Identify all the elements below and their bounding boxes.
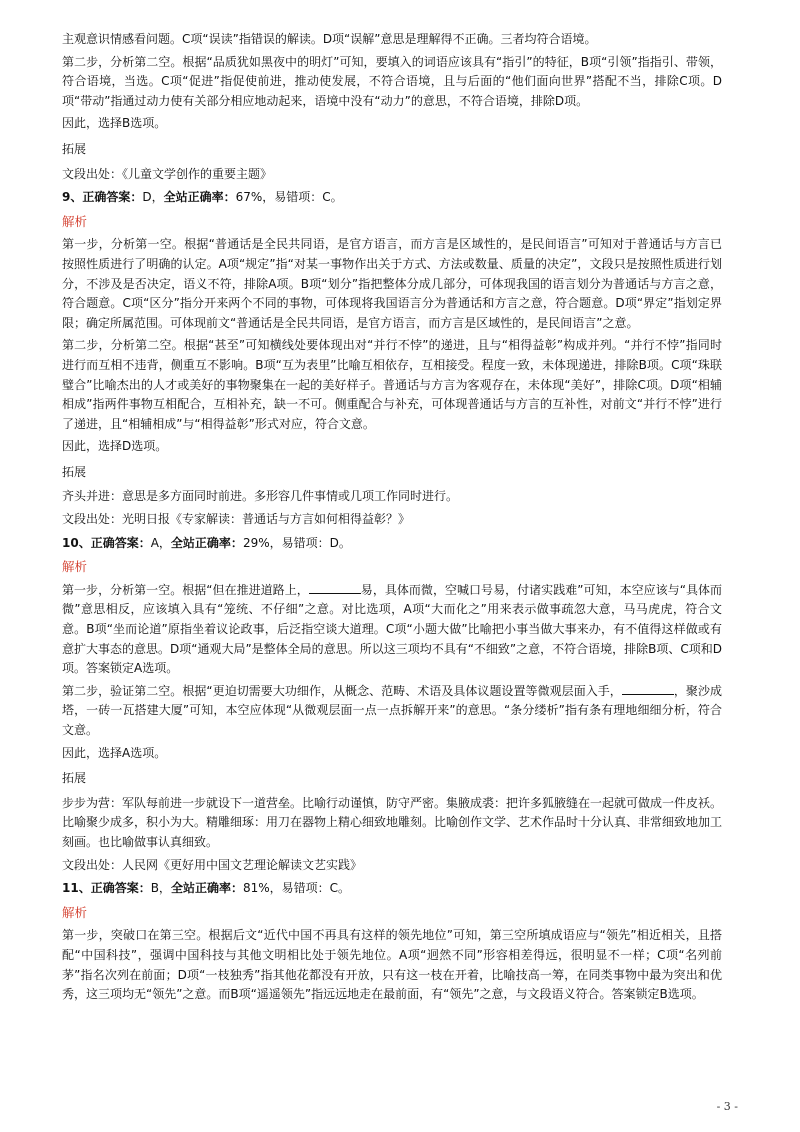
tuozhan-label: 拓展 (62, 464, 87, 479)
question-9-header: 9、正确答案：D，全站正确率：67%，易错项：C。 (62, 190, 343, 205)
source-line: 文段出处：《儿童文学创作的重要主题》 (62, 166, 273, 181)
paragraph: 第一步，分析第一空。根据“普通话是全民共同语，是官方语言，而方言是区域性的，是民间语言”可知对于普通话与方言已按照性质进行了明确的认定。A项“规定”指“对某一事物作出关于方式、方法或数量、质量的决定”，文段只是按照性质进行划分，不涉及是否决定，语义不符，排除A项。B项“划分”指把整体分成几部分，可体现我国的语言划分为普通话与方言之意，符合题意。C项“区分”指分开来两个不同的事物，可体现将我国语言分为普通话和方言之意，符合题意。D项“界定”指划定界限；确定所属范围。可体现前文“普通话是全民共同语，是官方语言，而方言是区域性的，是民间语言”之意。 (62, 237, 722, 330)
extension-line: 齐头并进：意思是多方面同时前进。多形容几件事情或几项工作同时进行。 (62, 489, 459, 504)
paragraph: 第一步，突破口在第三空。根据后文“近代中国不再具有这样的领先地位”可知，第三空所填成语应与“领先”相近相关，且搭配“中国科技”，强调中国科技与其他文明相比处于领先地位。A项“迥然不同”形容相差得远，很明显不一样；C项“名列前茅”指名次列在前面；D项“一枝独秀”指其他花都没有开放，只有这一枝在开着，比喻技高一筹，在同类事物中最为突出和优秀，这三项均无“领先”之意。而B项“遥遥领先”指远远地走在最前面，有“领先”之意，与文段语义符合。答案锁定B选项。 (62, 928, 722, 1002)
question-10-header: 10、正确答案：A，全站正确率：29%，易错项：D。 (62, 535, 351, 550)
source-line: 文段出处：光明日报《专家解读：普通话与方言如何相得益彰？》 (62, 512, 411, 527)
tuozhan-label: 拓展 (62, 771, 87, 786)
paragraph: 第二步，分析第二空。根据“甚至”可知横线处要体现出对“并行不悖”的递进，且与“相得益彰”构成并列。“并行不悖”指同时进行而互相不违背，侧重互不影响。B项“互为表里”比喻互相依存，互相接受。程度一致，未体现递进，排除B项。C项“珠联璧合”比喻杰出的人才或美好的事物聚集在一起的美好样子。普通话与方言为客观存在，未体现“美好”，排除C项。D项“相辅相成”指两件事物互相配合，互相补充，缺一不可。侧重配合与补充，可体现普通话与方言的互补性，对前文“并行不悖”进行了递进，且“相辅相成”与“相得益彰”形式对应，符合文意。 (62, 338, 722, 431)
page-number: - 3 - (716, 1100, 738, 1113)
document-page (62, 30, 722, 1008)
jiexi-label: 解析 (62, 904, 88, 920)
fill-blank (309, 581, 361, 594)
conclusion: 因此，选择A选项。 (62, 745, 167, 760)
paragraph: 第一步，分析第一空。根据“但在推进道路上， 易，具体而微，空喊口号易，付诸实践难”可知，本空应该与“具体而微”意思相反，应该填入具有“笼统、不仔细”之意。对比选项，A项“大而化之”用来表示做事疏忽大意，马马虎虎，符合文意。B项“坐而论道”原指坐着议论政事，后泛指空谈大道理。C项“小题大做”比喻把小事当做大事来办，有不值得这样做或有意扩大事态的意思。D项“通观大局”是整体全局的意思。所以这三项均不具有“不细致”之意，不符合语境，排除B项、C项和D项。答案锁定A选项。 (62, 582, 723, 676)
jiexi-label: 解析 (62, 559, 88, 575)
conclusion: 因此，选择D选项。 (62, 439, 168, 454)
paragraph: 第二步，验证第二空。根据“更迫切需要大功细作，从概念、范畴、术语及具体议题设置等微观层面入手， ，聚沙成塔，一砖一瓦搭建大厦”可知，本空应体现“从微观层面一点一点拆解开来”的意思。“条分缕析”指有条有理地细细分析，符合文意。 (62, 683, 722, 737)
paragraph: 主观意识情感看问题。C项“误读”指错误的解读。D项“误解”意思是理解得不正确。三者均符合语境。 (62, 32, 597, 46)
tuozhan-label: 拓展 (62, 141, 87, 156)
source-line: 文段出处：人民网《更好用中国文艺理论解读文艺实践》 (62, 857, 363, 872)
conclusion: 因此，选择B选项。 (62, 116, 167, 131)
fill-blank (622, 682, 674, 695)
extension-line: 步步为营：军队每前进一步就设下一道营垒。比喻行动谨慎，防守严密。集腋成裘：把许多狐腋缝在一起就可做成一件皮袄。比喻聚少成多，积小为大。精雕细琢：用刀在器物上精心细致地雕刻。比喻创作文学、艺术作品时十分认真、非常细致地加工刻画。也比喻做事认真细致。 (62, 795, 723, 849)
question-11-header: 11、正确答案：B，全站正确率：81%，易错项：C。 (62, 881, 351, 896)
jiexi-label: 解析 (62, 213, 88, 229)
paragraph: 第二步，分析第二空。根据“品质犹如黑夜中的明灯”可知，要填入的词语应该具有“指引”的特征，B项“引领”指指引、带领，符合语境，当选。C项“促进”指促使前进，推动使发展，不符合语境，且与后面的“他们面向世界”搭配不当，排除C项。D项“带动”指通过动力使有关部分相应地动起来，语境中没有“动力”的意思，不符合语境，排除D项。 (62, 54, 722, 108)
